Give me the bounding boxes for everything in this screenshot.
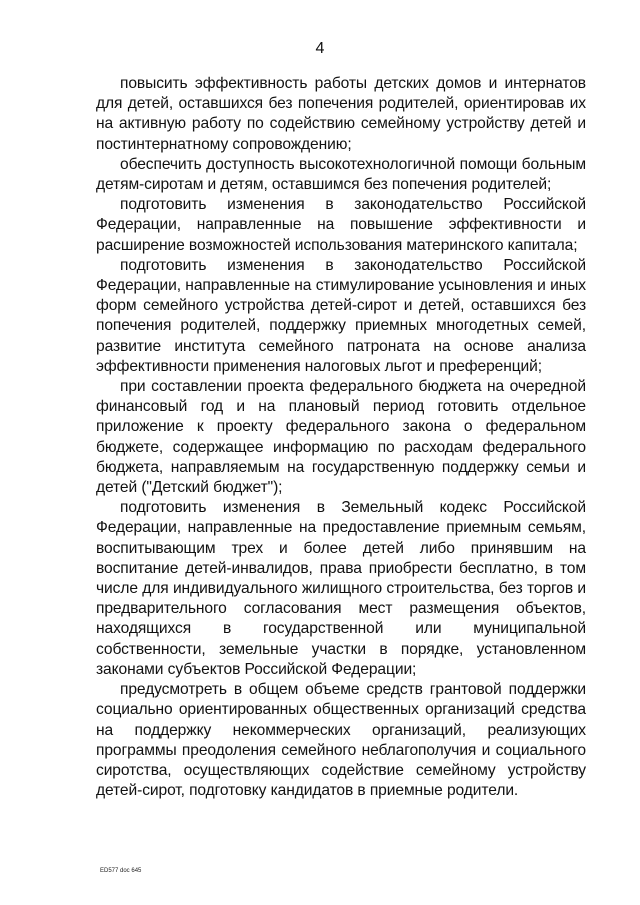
paragraph-maternity-capital: подготовить изменения в законодательство Российской Федерации, направленные на повышение эффективности и расширение возможностей использования материнского капитала;: [96, 196, 586, 254]
page-number: 4: [315, 40, 325, 57]
paragraph-high-tech-care: обеспечить доступность высокотехнологичной помощи больным детям-сиротам и детям, оставшимся без попечения родителей;: [96, 155, 586, 194]
paragraph-adoption-incentives: подготовить изменения в законодательство Российской Федерации, направленные на стимулирование усыновления и иных форм семейного устройства детей-сирот и детей, оставшихся без попечения родителей, поддержку приемных многодетных семей, развитие института семейного патроната на основе анализа эффективности применения налоговых льгот и преференций;: [96, 256, 586, 375]
paragraph-land-code: подготовить изменения в Земельный кодекс Российской Федерации, направленные на предоставление приемным семьям, воспитывающим трех и более детей либо принявшим на воспитание детей-инвалидов, права приобрести бесплатно, в том числе для индивидуального жилищного строительства, без торгов и предварительного согласования мест размещения объектов, находящихся в государственной или муниципальной собственности, земельные участки в порядке, установленном законами субъектов Российской Федерации;: [96, 499, 586, 678]
paragraph-grant-support: предусмотреть в общем объеме средств грантовой поддержки социально ориентированных общественных организаций средства на поддержку некоммерческих организаций, реализующих программы преодоления семейного неблагополучия и социального сиротства, осуществляющих содействие семейному устройству детей-сирот, подготовку кандидатов в приемные родители.: [96, 681, 586, 800]
paragraph-childrens-budget: при составлении проекта федерального бюджета на очередной финансовый год и на плановый период готовить отдельное приложение к проекту федерального закона о федеральном бюджете, содержащее информацию по расходам федерального бюджета, направляемым на государственную поддержку семьи и детей ("Детский бюджет");: [96, 378, 586, 497]
document-footer-code: ED577 doc 645: [100, 868, 142, 874]
paragraph-orphanages: повысить эффективность работы детских домов и интернатов для детей, оставшихся без попечения родителей, ориентировав их на активную работу по содействию семейному устройству детей и постинтернатному сопровождению;: [96, 75, 586, 153]
document-body: [96, 74, 586, 801]
